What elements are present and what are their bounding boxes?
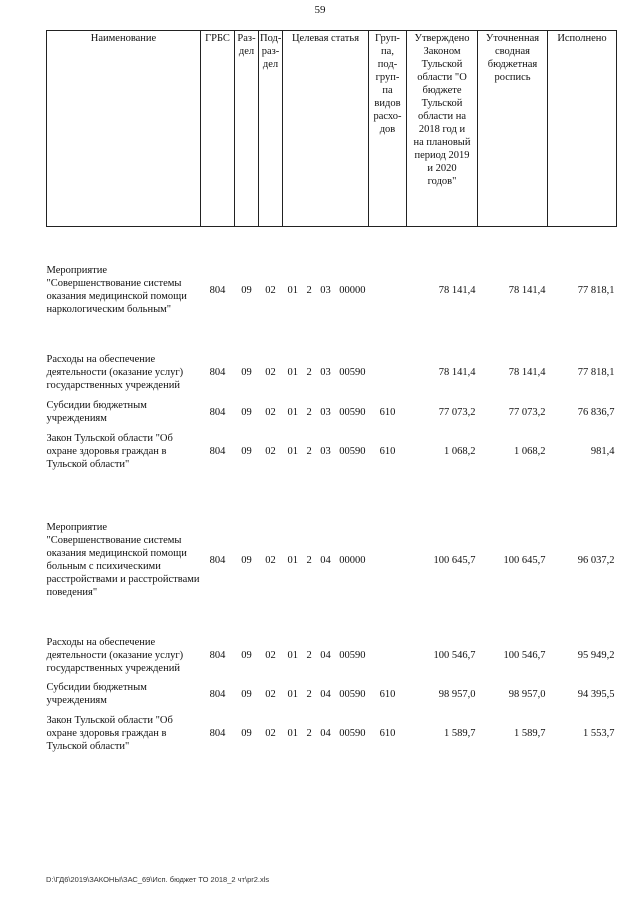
cell-target bbox=[283, 425, 369, 477]
cell-grbs: 804 bbox=[209, 284, 226, 296]
cell-grbs: 804 bbox=[209, 366, 226, 378]
table-header-row bbox=[47, 31, 617, 227]
table-body bbox=[47, 227, 617, 760]
target-code-part: 01 bbox=[287, 649, 298, 661]
row-spacer bbox=[47, 477, 617, 507]
cell-group: 610 bbox=[379, 727, 396, 739]
cell-podrazdel: 02 bbox=[265, 366, 276, 378]
cell-target bbox=[283, 707, 369, 759]
table-row bbox=[47, 249, 617, 331]
target-code-part: 00590 bbox=[339, 366, 366, 378]
column-header-executed: Исполнено bbox=[548, 31, 617, 227]
target-code bbox=[284, 649, 368, 662]
cell-executed: 94 395,5 bbox=[577, 688, 615, 700]
cell-podrazdel: 02 bbox=[265, 445, 276, 457]
cell-name: Субсидии бюджетным учреждениям bbox=[46, 400, 147, 424]
column-header-revised: Уточненная сводная бюджетная роспись bbox=[478, 31, 548, 227]
cell-razdel: 09 bbox=[241, 366, 252, 378]
cell-approved: 98 957,0 bbox=[438, 688, 476, 700]
column-header-target: Целевая статья bbox=[283, 31, 369, 227]
target-code-part: 01 bbox=[287, 366, 298, 378]
target-code bbox=[284, 554, 368, 567]
target-code-part: 01 bbox=[287, 406, 298, 418]
target-code-part: 04 bbox=[320, 649, 331, 661]
row-spacer bbox=[47, 331, 617, 345]
target-code-part: 01 bbox=[287, 284, 298, 296]
cell-approved: 77 073,2 bbox=[438, 406, 476, 418]
cell-group bbox=[369, 345, 407, 399]
cell-executed: 77 818,1 bbox=[577, 284, 615, 296]
cell-podrazdel: 02 bbox=[265, 284, 276, 296]
target-code bbox=[284, 688, 368, 701]
target-code-part: 2 bbox=[306, 649, 312, 661]
target-code-part: 01 bbox=[287, 727, 298, 739]
target-code-part: 01 bbox=[287, 688, 298, 700]
target-code-part: 03 bbox=[320, 284, 331, 296]
target-code-part: 2 bbox=[306, 727, 312, 739]
target-code-part: 2 bbox=[306, 366, 312, 378]
cell-podrazdel: 02 bbox=[265, 649, 276, 661]
target-code bbox=[284, 284, 368, 297]
cell-revised: 78 141,4 bbox=[508, 366, 546, 378]
cell-approved: 100 546,7 bbox=[433, 649, 476, 661]
target-code-part: 00000 bbox=[339, 284, 366, 296]
cell-razdel: 09 bbox=[241, 554, 252, 566]
cell-revised: 100 546,7 bbox=[503, 649, 546, 661]
cell-name: Мероприятие "Совершенствование системы оказания медицинской помощи больным с психическими расстройствами и расстройствами поведения" bbox=[46, 522, 200, 598]
cell-name: Субсидии бюджетным учреждениям bbox=[46, 682, 147, 706]
table-row bbox=[47, 425, 617, 477]
cell-razdel: 09 bbox=[241, 284, 252, 296]
cell-executed: 95 949,2 bbox=[577, 649, 615, 661]
target-code-part: 00590 bbox=[339, 727, 366, 739]
cell-grbs: 804 bbox=[209, 406, 226, 418]
target-code-part: 00590 bbox=[339, 688, 366, 700]
cell-target bbox=[283, 249, 369, 331]
cell-razdel: 09 bbox=[241, 649, 252, 661]
cell-executed: 981,4 bbox=[590, 445, 615, 457]
cell-name: Мероприятие "Совершенствование системы оказания медицинской помощи наркологическим больным" bbox=[46, 265, 187, 315]
row-spacer bbox=[47, 227, 617, 250]
target-code-part: 00000 bbox=[339, 554, 366, 566]
row-spacer bbox=[47, 613, 617, 629]
cell-revised: 78 141,4 bbox=[508, 284, 546, 296]
table-row bbox=[47, 707, 617, 759]
cell-name: Закон Тульской области "Об охране здоровья граждан в Тульской области" bbox=[46, 432, 173, 470]
cell-podrazdel: 02 bbox=[265, 554, 276, 566]
cell-grbs: 804 bbox=[209, 688, 226, 700]
target-code-part: 01 bbox=[287, 445, 298, 457]
table-row bbox=[47, 507, 617, 613]
cell-razdel: 09 bbox=[241, 727, 252, 739]
cell-group: 610 bbox=[379, 445, 396, 457]
target-code-part: 04 bbox=[320, 688, 331, 700]
budget-table bbox=[46, 30, 617, 759]
cell-grbs: 804 bbox=[209, 727, 226, 739]
column-header-name: Наименование bbox=[47, 31, 201, 227]
target-code-part: 00590 bbox=[339, 649, 366, 661]
page-number: 59 bbox=[314, 4, 326, 16]
cell-approved: 78 141,4 bbox=[438, 366, 476, 378]
cell-grbs: 804 bbox=[209, 649, 226, 661]
cell-target bbox=[283, 399, 369, 425]
cell-approved: 1 589,7 bbox=[444, 727, 476, 739]
table-row bbox=[47, 399, 617, 425]
cell-grbs: 804 bbox=[209, 554, 226, 566]
target-code-part: 04 bbox=[320, 554, 331, 566]
cell-name: Расходы на обеспечение деятельности (оказание услуг) государственных учреждений bbox=[46, 636, 184, 674]
cell-group bbox=[369, 507, 407, 613]
cell-executed: 76 836,7 bbox=[577, 406, 615, 418]
cell-executed: 96 037,2 bbox=[577, 554, 615, 566]
table-row bbox=[47, 345, 617, 399]
cell-executed: 77 818,1 bbox=[577, 366, 615, 378]
target-code-part: 03 bbox=[320, 406, 331, 418]
column-header-group: Груп- па, под- груп- па видов расхо- дов bbox=[369, 31, 407, 227]
target-code bbox=[284, 727, 368, 740]
cell-group bbox=[369, 629, 407, 681]
target-code bbox=[284, 445, 368, 458]
target-code-part: 2 bbox=[306, 688, 312, 700]
cell-podrazdel: 02 bbox=[265, 727, 276, 739]
cell-approved: 100 645,7 bbox=[433, 554, 476, 566]
cell-grbs: 804 bbox=[209, 445, 226, 457]
cell-podrazdel: 02 bbox=[265, 406, 276, 418]
file-path-footer: D:\ГД6\2019\ЗАКОНЫ\ЗАС_69\Исп. бюджет ТО 2018_2 чт\pr2.xls bbox=[46, 875, 270, 884]
cell-approved: 78 141,4 bbox=[438, 284, 476, 296]
cell-group bbox=[369, 249, 407, 331]
target-code-part: 03 bbox=[320, 366, 331, 378]
target-code-part: 00590 bbox=[339, 445, 366, 457]
cell-target bbox=[283, 507, 369, 613]
cell-revised: 100 645,7 bbox=[503, 554, 546, 566]
target-code-part: 00590 bbox=[339, 406, 366, 418]
cell-target bbox=[283, 681, 369, 707]
cell-razdel: 09 bbox=[241, 688, 252, 700]
cell-razdel: 09 bbox=[241, 406, 252, 418]
cell-revised: 1 068,2 bbox=[514, 445, 546, 457]
table-row bbox=[47, 629, 617, 681]
cell-revised: 98 957,0 bbox=[508, 688, 546, 700]
column-header-approved: Утверждено Законом Тульской области "О бюджете Тульской области на 2018 год и на плановый период 2019 и 2020 годов" bbox=[407, 31, 478, 227]
cell-revised: 1 589,7 bbox=[514, 727, 546, 739]
cell-name: Расходы на обеспечение деятельности (оказание услуг) государственных учреждений bbox=[46, 353, 184, 391]
cell-name: Закон Тульской области "Об охране здоровья граждан в Тульской области" bbox=[46, 714, 173, 752]
cell-target bbox=[283, 629, 369, 681]
cell-approved: 1 068,2 bbox=[444, 445, 476, 457]
target-code-part: 2 bbox=[306, 445, 312, 457]
column-header-podrazdel: Под- раз- дел bbox=[259, 31, 283, 227]
table-row bbox=[47, 681, 617, 707]
cell-group: 610 bbox=[379, 688, 396, 700]
target-code-part: 04 bbox=[320, 727, 331, 739]
cell-razdel: 09 bbox=[241, 445, 252, 457]
cell-revised: 77 073,2 bbox=[508, 406, 546, 418]
target-code-part: 01 bbox=[287, 554, 298, 566]
column-header-grbs: ГРБС bbox=[201, 31, 235, 227]
column-header-razdel: Раз- дел bbox=[235, 31, 259, 227]
cell-executed: 1 553,7 bbox=[583, 727, 615, 739]
cell-podrazdel: 02 bbox=[265, 688, 276, 700]
cell-group: 610 bbox=[379, 406, 396, 418]
target-code-part: 2 bbox=[306, 554, 312, 566]
target-code-part: 03 bbox=[320, 445, 331, 457]
target-code bbox=[284, 366, 368, 379]
cell-target bbox=[283, 345, 369, 399]
target-code bbox=[284, 406, 368, 419]
target-code-part: 2 bbox=[306, 284, 312, 296]
target-code-part: 2 bbox=[306, 406, 312, 418]
